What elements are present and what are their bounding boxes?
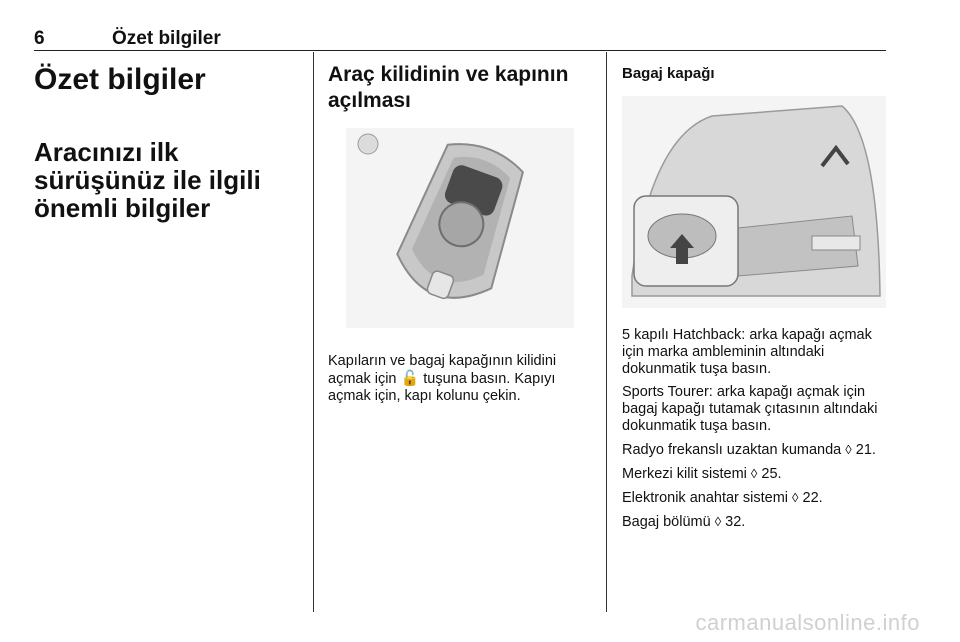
unlock-icon: 🔓 (400, 370, 420, 387)
reference-central-locking[interactable]: Merkezi kilit sistemi ◊ 25. (622, 466, 782, 482)
page-header (34, 26, 886, 51)
cross-reference-icon: ◊ (792, 490, 799, 505)
watermark: carmanualsonline.info (695, 610, 920, 635)
reference-remote-control[interactable]: Radyo frekanslı uzaktan kumanda ◊ 21. (622, 442, 876, 458)
column-left (34, 62, 296, 222)
unlocking-text: Kapıların ve bagaj kapağının kilidini açmak için 🔓 tuşuna basın. Kapıyı açmak için, kapı kolunu çekin. (328, 353, 557, 404)
paragraph-sports-tourer: Sports Tourer: arka kapağı açmak için bagaj kapağı tutamak çıtasının altındaki dokunmatik tuşa basın. (622, 384, 878, 434)
column-divider (313, 52, 314, 612)
cross-reference-icon: ◊ (845, 442, 852, 457)
cross-reference-icon: ◊ (750, 466, 758, 481)
page-number: 6 (34, 28, 45, 49)
subsection-title-unlocking: Araç kilidinin ve kapının açılması (328, 63, 569, 112)
key-fob-illustration (328, 124, 592, 337)
running-title: Özet bilgiler (112, 28, 221, 49)
reference-electronic-key[interactable]: Elektronik anahtar sistemi ◊ 22. (622, 490, 823, 506)
tailgate-text (622, 327, 886, 531)
subsection-title-tailgate: Bagaj kapağı (622, 65, 715, 82)
section-title: Aracınızı ilk sürüşünüz ile ilgili önemli bilgiler (34, 137, 261, 223)
paragraph-hatchback: 5 kapılı Hatchback: arka kapağı açmak için marka ambleminin altındaki dokunmatik tuşa basın. (622, 327, 872, 377)
tailgate-illustration (622, 96, 886, 313)
chapter-title: Özet bilgiler (34, 63, 206, 96)
column-right (622, 62, 886, 537)
column-divider (606, 52, 607, 612)
column-middle (328, 62, 592, 411)
cross-reference-icon: ◊ (714, 514, 722, 529)
reference-luggage-compartment[interactable]: Bagaj bölümü ◊ 32. (622, 514, 746, 530)
